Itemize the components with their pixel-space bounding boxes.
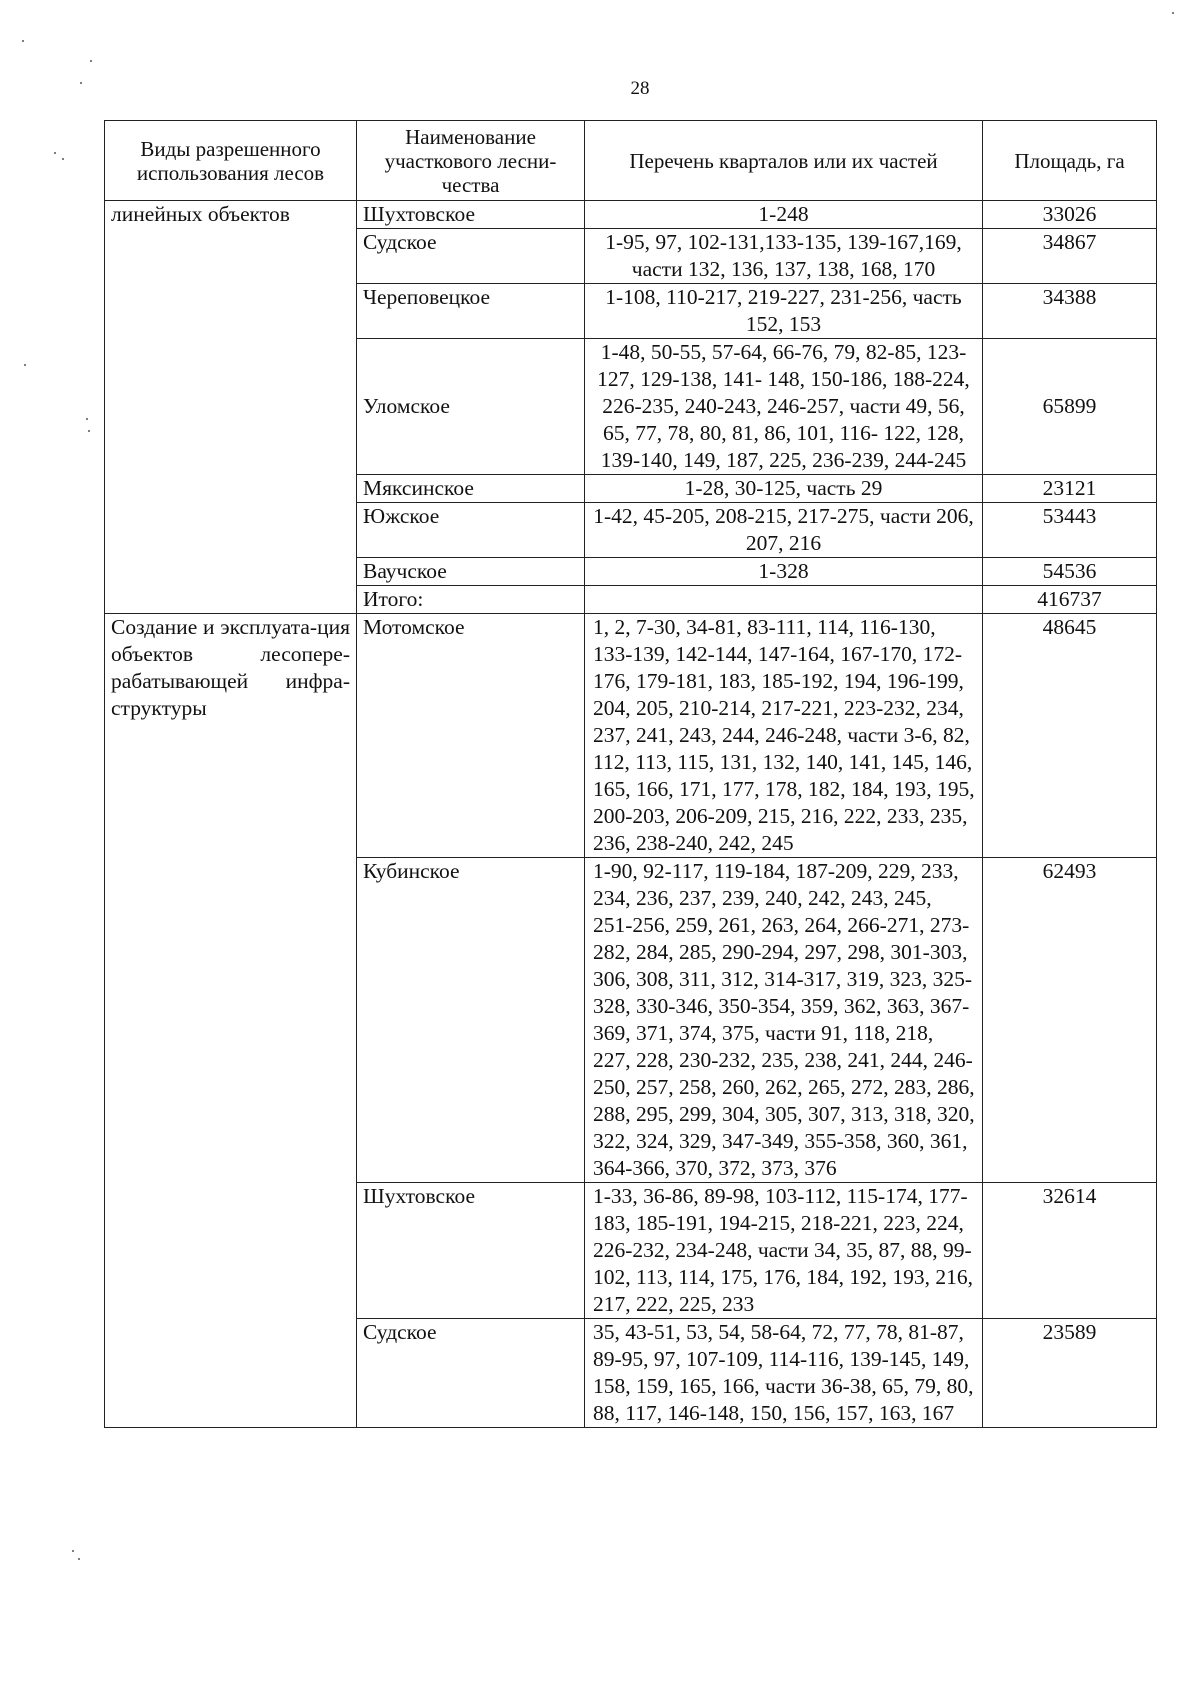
scan-speck [54, 152, 56, 154]
quarters-cell: 1-48, 50-55, 57-64, 66-76, 79, 82-85, 123- 127, 129-138, 141- 148, 150-186, 188-224, 226-235, 240-243, 246-257, части 49, 56, 65, 77, 78, 80, 81, 86, 101, 116- 122, 128, 139-140, 149, 187, 225, 236-239, 244-245 [585, 339, 983, 475]
total-label: Итого: [357, 586, 585, 614]
forestry-cell: Уломское [357, 339, 585, 475]
scan-speck [22, 40, 24, 42]
forestry-cell: Шухтовское [357, 201, 585, 229]
forestry-cell: Мотомское [357, 614, 585, 858]
total-area-cell: 416737 [983, 586, 1157, 614]
scan-speck [80, 82, 82, 84]
quarters-cell: 1-90, 92-117, 119-184, 187-209, 229, 233, 234, 236, 237, 239, 240, 242, 243, 245, 251-256, 259, 261, 263, 264, 266-271, 273-282, 284, 285, 290-294, 297, 298, 301-303, 306, 308, 311, 312, 314-317, 319, 323, 325-328, 330-346, 350-354, 359, 362, 363, 367-369, 371, 374, 375, части 91, 118, 218, 227, 228, 230-232, 235, 238, 241, 244, 246-250, 257, 258, 260, 262, 265, 272, 283, 286, 288, 295, 299, 304, 305, 307, 313, 318, 320, 322, 324, 329, 347-349, 355-358, 360, 361, 364-366, 370, 372, 373, 376 [585, 858, 983, 1183]
table-header-row [105, 121, 1157, 201]
header-forestry-name: Наименование участкового лесни-чества [357, 121, 585, 201]
quarters-cell: 1-33, 36-86, 89-98, 103-112, 115-174, 177-183, 185-191, 194-215, 218-221, 223, 224, 226-232, 234-248, части 34, 35, 87, 88, 99-102, 113, 114, 175, 176, 184, 192, 193, 216, 217, 222, 225, 233 [585, 1183, 983, 1319]
total-quarters-cell [585, 586, 983, 614]
scan-speck [88, 430, 90, 432]
forest-use-table [104, 120, 1157, 1428]
use-type-cell: Создание и эксплуата-ция объектов лесопере-рабатывающей инфра-структуры [105, 614, 357, 1428]
area-cell: 62493 [983, 858, 1157, 1183]
area-cell: 54536 [983, 558, 1157, 586]
forestry-cell: Шухтовское [357, 1183, 585, 1319]
use-type-cell: линейных объектов [105, 201, 357, 614]
header-area: Площадь, га [983, 121, 1157, 201]
quarters-cell: 1-328 [585, 558, 983, 586]
forestry-cell: Ваучское [357, 558, 585, 586]
scan-speck [24, 364, 26, 366]
scan-speck [1172, 12, 1174, 14]
area-cell: 48645 [983, 614, 1157, 858]
header-use-type: Виды разрешенного использования лесов [105, 121, 357, 201]
scan-speck [72, 1550, 74, 1552]
forestry-cell: Мяксинское [357, 475, 585, 503]
table-row [105, 614, 1157, 858]
quarters-cell: 1, 2, 7-30, 34-81, 83-111, 114, 116-130, 133-139, 142-144, 147-164, 167-170, 172-176, 179-181, 183, 185-192, 194, 196-199, 204, 205, 210-214, 217-221, 223-232, 234, 237, 241, 243, 244, 246-248, части 3-6, 82, 112, 113, 115, 131, 132, 140, 141, 145, 146, 165, 166, 171, 177, 178, 182, 184, 193, 195, 200-203, 206-209, 215, 216, 222, 233, 235, 236, 238-240, 242, 245 [585, 614, 983, 858]
area-cell: 65899 [983, 339, 1157, 475]
table-row [105, 201, 1157, 229]
scan-speck [78, 1558, 80, 1560]
scan-speck [90, 60, 92, 62]
quarters-cell: 1-28, 30-125, часть 29 [585, 475, 983, 503]
area-cell: 23589 [983, 1319, 1157, 1428]
quarters-cell: 1-248 [585, 201, 983, 229]
page-number: 28 [630, 78, 650, 99]
area-cell: 32614 [983, 1183, 1157, 1319]
area-cell: 53443 [983, 503, 1157, 558]
area-cell: 34388 [983, 284, 1157, 339]
forestry-cell: Череповецкое [357, 284, 585, 339]
area-cell: 34867 [983, 229, 1157, 284]
forestry-cell: Кубинское [357, 858, 585, 1183]
forestry-cell: Южское [357, 503, 585, 558]
scan-speck [62, 158, 64, 160]
quarters-cell: 1-95, 97, 102-131,133-135, 139-167,169, части 132, 136, 137, 138, 168, 170 [585, 229, 983, 284]
scan-speck [86, 418, 88, 420]
forestry-cell: Судское [357, 229, 585, 284]
header-quarters-list: Перечень кварталов или их частей [585, 121, 983, 201]
quarters-cell: 35, 43-51, 53, 54, 58-64, 72, 77, 78, 81-87, 89-95, 97, 107-109, 114-116, 139-145, 149, 158, 159, 165, 166, части 36-38, 65, 79, 80, 88, 117, 146-148, 150, 156, 157, 163, 167 [585, 1319, 983, 1428]
quarters-cell: 1-42, 45-205, 208-215, 217-275, части 206, 207, 216 [585, 503, 983, 558]
quarters-cell: 1-108, 110-217, 219-227, 231-256, часть 152, 153 [585, 284, 983, 339]
forestry-cell: Судское [357, 1319, 585, 1428]
area-cell: 23121 [983, 475, 1157, 503]
area-cell: 33026 [983, 201, 1157, 229]
